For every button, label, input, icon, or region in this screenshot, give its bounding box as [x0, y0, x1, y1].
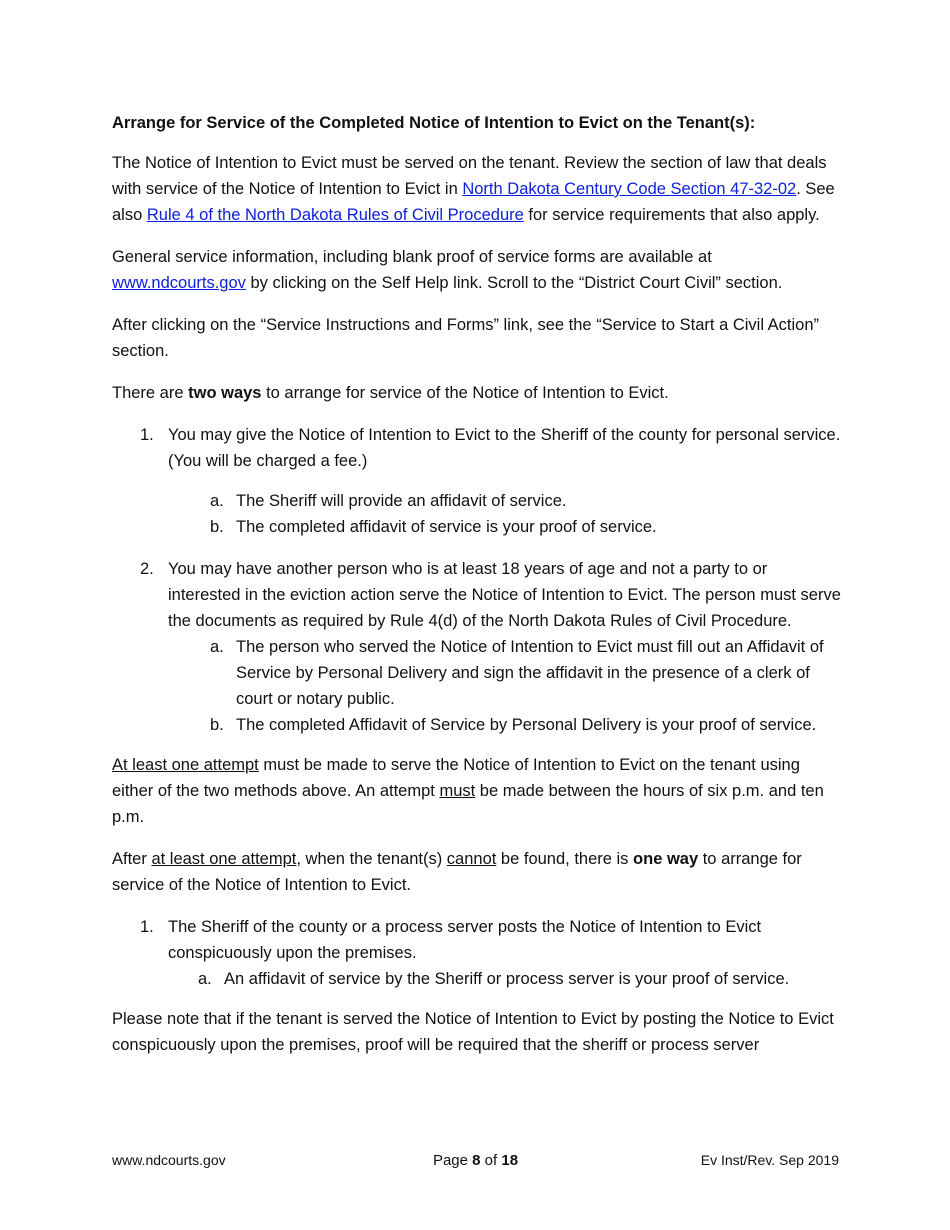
- paragraph-text: After: [112, 850, 152, 868]
- sub-list-letter: a.: [210, 638, 224, 656]
- total-pages: 18: [501, 1152, 519, 1169]
- paragraph-text: to arrange for service of the Notice of Intention to Evict.: [112, 850, 802, 894]
- paragraph-text: by clicking on the Self Help link. Scroll to the “District Court Civil” section.: [245, 274, 783, 292]
- paragraph-two-ways: [112, 380, 842, 406]
- bold-text: one way: [633, 850, 699, 868]
- ndcc-47-32-02-link[interactable]: North Dakota Century Code Section 47-32-02: [462, 180, 797, 198]
- page-label: Page: [432, 1152, 473, 1169]
- sub-list-item: [168, 966, 842, 992]
- paragraph-general-info: [112, 244, 842, 296]
- ndcourts-website-link[interactable]: www.ndcourts.gov: [112, 274, 246, 292]
- posting-method-list: [112, 914, 842, 992]
- bold-text: two ways: [188, 384, 262, 402]
- sub-list: [168, 634, 842, 738]
- of-label: of: [480, 1152, 502, 1169]
- paragraph-text: The Notice of Intention to Evict must be served on the tenant. Review the section of law that deals with service of the Notice of Intention to Evict in: [112, 154, 827, 198]
- list-item: [112, 556, 842, 738]
- document-page: [112, 110, 842, 1074]
- sub-list-letter: b.: [210, 518, 224, 536]
- underlined-text: cannot: [446, 850, 497, 868]
- list-item: [112, 422, 842, 540]
- sub-list-item: [168, 514, 842, 540]
- page-footer: [112, 1152, 839, 1174]
- paragraph-text: for service requirements that also apply.: [523, 206, 820, 224]
- list-item-text: The Sheriff of the county or a process server posts the Notice of Intention to Evict conspicuously upon the premises.: [168, 918, 762, 962]
- paragraph-attempt: [112, 752, 842, 830]
- service-methods-list: [112, 422, 842, 738]
- list-number: 1.: [140, 426, 154, 444]
- sub-list-text: The Sheriff will provide an affidavit of service.: [236, 492, 567, 510]
- current-page: 8: [472, 1152, 481, 1169]
- sub-list-text: The completed Affidavit of Service by Personal Delivery is your proof of service.: [236, 716, 817, 734]
- paragraph-service-law: [112, 150, 842, 228]
- footer-website: www.ndcourts.gov: [112, 1152, 226, 1168]
- sub-list-item: [168, 712, 842, 738]
- sub-list-text: The person who served the Notice of Intention to Evict must fill out an Affidavit of Service by Personal Delivery and sign the affidavit in the presence of a clerk of court or notary public.: [236, 638, 824, 708]
- footer-revision: Ev Inst/Rev. Sep 2019: [700, 1152, 839, 1168]
- paragraph-posting-note: Please note that if the tenant is served the Notice of Intention to Evict by posting the Notice to Evict conspicuously upon the premises, proof will be required that the sheriff or process server: [112, 1010, 834, 1054]
- underlined-text: must: [439, 782, 476, 800]
- section-heading: Arrange for Service of the Completed Notice of Intention to Evict on the Tenant(s):: [112, 114, 756, 132]
- paragraph-text: to arrange for service of the Notice of Intention to Evict.: [261, 384, 669, 402]
- paragraph-service-instructions: After clicking on the “Service Instructions and Forms” link, see the “Service to Start a Civil Action” section.: [112, 316, 820, 360]
- sub-list-text: The completed affidavit of service is your proof of service.: [236, 518, 657, 536]
- underlined-text: at least one attempt: [151, 850, 297, 868]
- rule-4-civil-procedure-link[interactable]: Rule 4 of the North Dakota Rules of Civil Procedure: [146, 206, 524, 224]
- paragraph-text: There are: [112, 384, 189, 402]
- sub-list-letter: b.: [210, 716, 224, 734]
- sub-list-letter: a.: [198, 970, 212, 988]
- paragraph-one-way: [112, 846, 842, 898]
- list-item-text: You may have another person who is at least 18 years of age and not a party to or interested in the eviction action serve the Notice of Intention to Evict. The person must serve the documents as required by Rule 4(d) of the North Dakota Rules of Civil Procedure.: [168, 560, 841, 630]
- underlined-text: At least one attempt: [112, 756, 259, 774]
- sub-list-text: An affidavit of service by the Sheriff or process server is your proof of service.: [224, 970, 790, 988]
- sub-list-letter: a.: [210, 492, 224, 510]
- paragraph-text: General service information, including blank proof of service forms are available at: [112, 248, 712, 266]
- sub-list-item: [168, 634, 842, 712]
- sub-list: [168, 488, 842, 540]
- list-number: 1.: [140, 918, 154, 936]
- paragraph-text: , when the tenant(s): [296, 850, 447, 868]
- paragraph-text: be found, there is: [496, 850, 634, 868]
- paragraph-text: be made between the hours of six p.m. and ten p.m.: [112, 782, 824, 826]
- list-item: [112, 914, 842, 992]
- paragraph-text: . See also: [112, 180, 835, 224]
- sub-list: [168, 966, 842, 992]
- paragraph-text: must be made to serve the Notice of Intention to Evict on the tenant using either of the two methods above. An attempt: [112, 756, 800, 800]
- list-number: 2.: [140, 560, 154, 578]
- sub-list-item: [168, 488, 842, 514]
- list-item-text: You may give the Notice of Intention to Evict to the Sheriff of the county for personal service. (You will be charged a fee.): [168, 426, 841, 470]
